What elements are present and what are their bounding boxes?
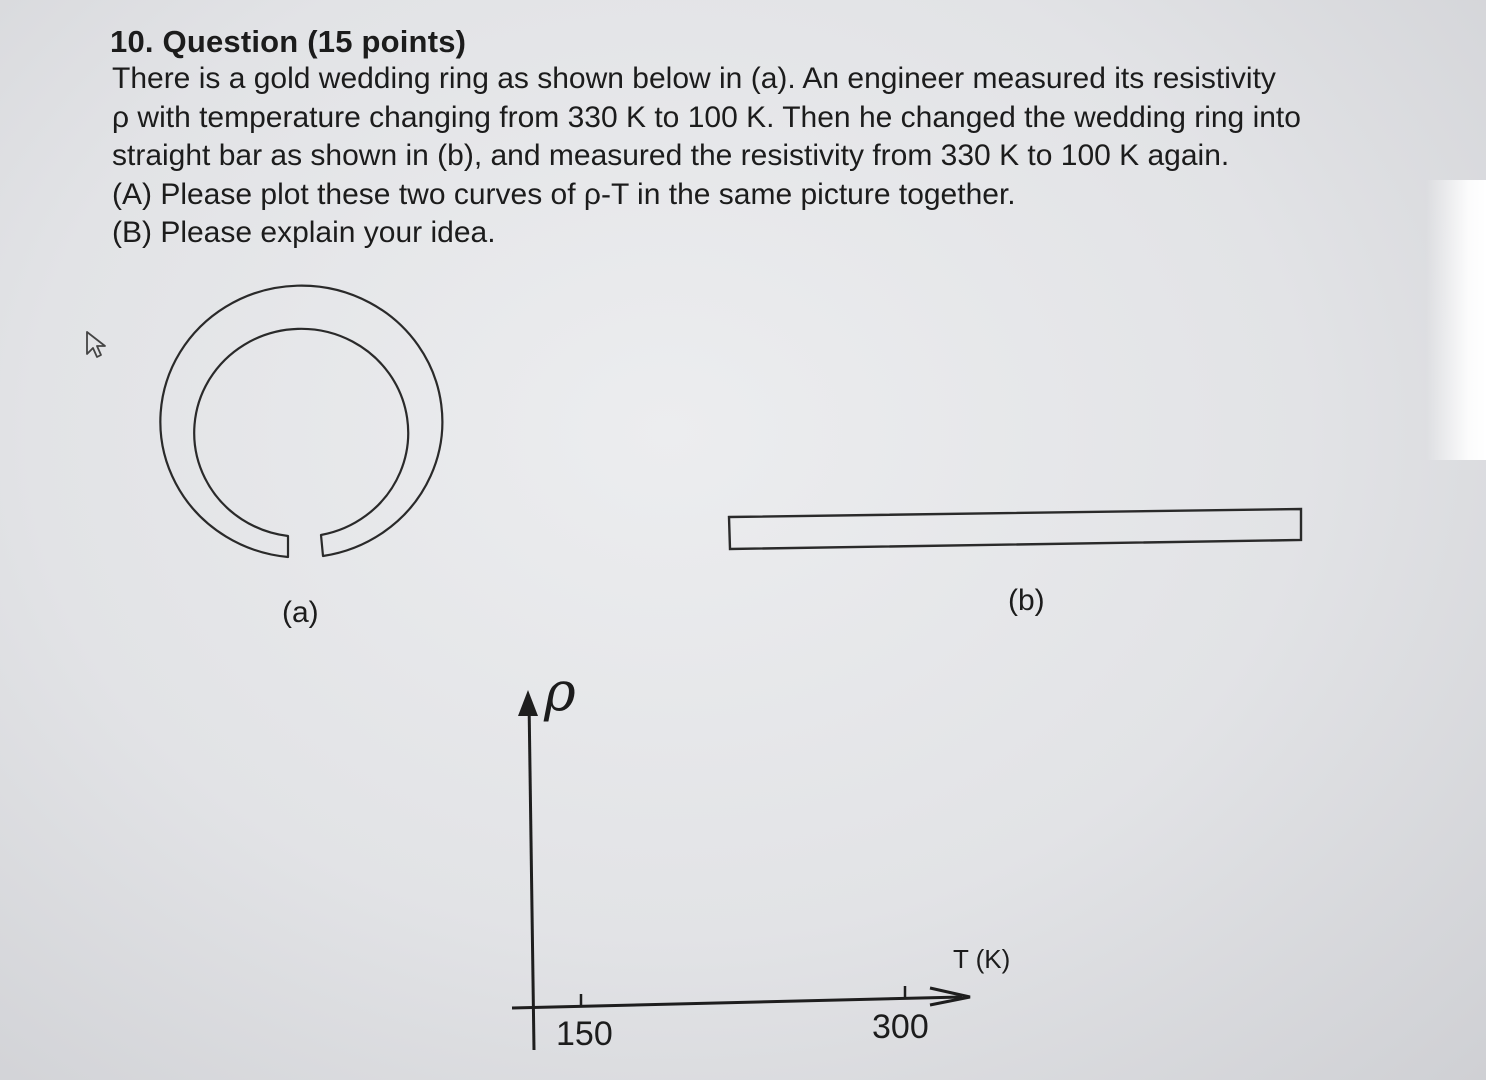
y-axis-arrowhead bbox=[518, 690, 538, 716]
question-title: 10. Question (15 points) bbox=[110, 24, 467, 59]
question-line: straight bar as shown in (b), and measured the resistivity from 330 K to 100 K again. bbox=[112, 139, 1230, 172]
bar-figure-label: (b) bbox=[1008, 584, 1045, 617]
x-tick-label-150: 150 bbox=[556, 1015, 613, 1053]
y-axis-label: ρ bbox=[544, 660, 576, 723]
x-axis bbox=[512, 997, 962, 1008]
y-axis bbox=[529, 700, 534, 1050]
question-line: There is a gold wedding ring as shown below in (a). An engineer measured its resistivity bbox=[112, 62, 1276, 95]
x-axis-label: T (K) bbox=[953, 944, 1011, 974]
x-tick-label-300: 300 bbox=[872, 1008, 929, 1046]
question-line: ρ with temperature changing from 330 K to 100 K. Then he changed the wedding ring into bbox=[112, 100, 1301, 134]
ring-figure-label: (a) bbox=[282, 596, 319, 629]
question-part-a: (A) Please plot these two curves of ρ-T in the same picture together. bbox=[112, 177, 1016, 211]
question-part-b: (B) Please explain your idea. bbox=[112, 216, 496, 249]
